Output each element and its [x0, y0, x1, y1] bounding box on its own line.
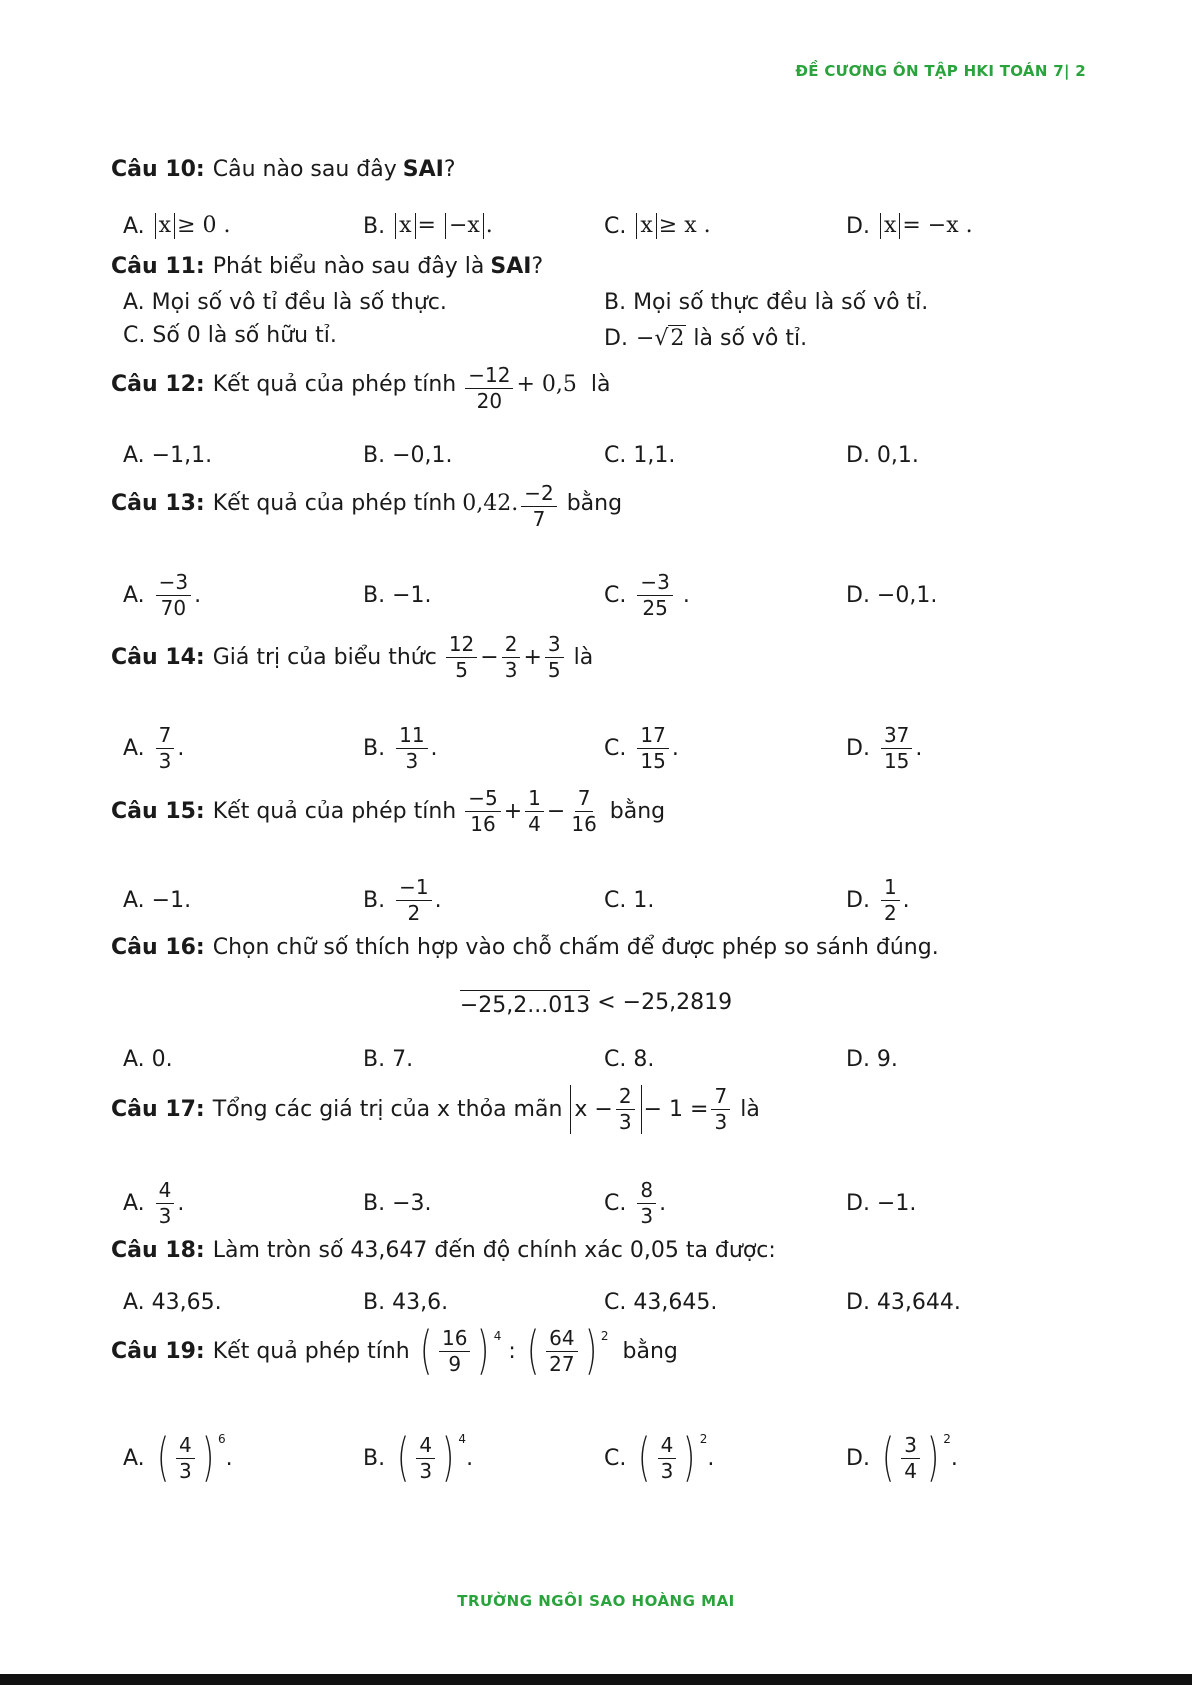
options-14 [0, 718, 1192, 778]
question-text: Làm tròn số 43,647 đến độ chính xác 0,05 ta được: [212, 1238, 776, 1263]
question-15: Câu 15: Kết quả của phép tính $\frac{-5}{16}$ + $\frac{1}{4}$ − $\frac{7}{16}$ bằng [111, 786, 666, 836]
question-label: Câu 18: [111, 1238, 205, 1263]
option-d[interactable]: D. 9. [846, 1046, 898, 1072]
question-text: Kết quả của phép tính [212, 799, 457, 824]
option-a[interactable]: A. −1,1. [123, 442, 213, 468]
option-b[interactable]: B. −3. [363, 1190, 432, 1216]
question-16 [111, 935, 945, 960]
question-label: Câu 11: [111, 254, 205, 279]
question-label: Câu 15: [111, 799, 205, 824]
option-c[interactable]: C. ( $\frac{4}{3}$ ) 2 . [604, 1428, 715, 1488]
option-b[interactable]: B. x = −x . [363, 212, 493, 239]
options-19 [0, 1428, 1192, 1488]
page-footer: TRƯỜNG NGÔI SAO HOÀNG MAI [457, 1592, 735, 1610]
option-b[interactable]: B. −1. [363, 582, 432, 608]
question-label: Câu 12: [111, 372, 205, 397]
question-label: Câu 14: [111, 645, 205, 670]
question-label: Câu 17: [111, 1097, 205, 1122]
option-c[interactable]: C. $\frac{8}{3}$ . [604, 1177, 667, 1228]
comparison-expression: −25,2...013 < −25,2819 [459, 990, 733, 1018]
option-d[interactable]: D. −1. [846, 1190, 917, 1216]
question-label: Câu 19: [111, 1338, 205, 1364]
option-a[interactable]: A. −1. [123, 887, 192, 913]
question-18 [111, 1238, 782, 1263]
question-text: Câu nào sau đây [212, 157, 397, 182]
question-emphasis: SAI [402, 157, 444, 182]
option-b[interactable]: B. $\frac{-1}{2}$ . [363, 874, 442, 925]
option-c[interactable]: C. x ≥ x . [604, 212, 711, 239]
option-b[interactable]: B. −0,1. [363, 442, 453, 468]
option-b[interactable]: B. $\frac{11}{3}$ . [363, 722, 438, 773]
option-c[interactable]: C. 1,1. [604, 442, 676, 468]
option-a[interactable]: A. 0. [123, 1046, 173, 1072]
option-c[interactable]: C. $\frac{-3}{25}$ . [604, 569, 690, 620]
option-b[interactable]: B. Mọi số thực đều là số vô tỉ. [604, 289, 929, 315]
options-15 [0, 870, 1192, 930]
option-c[interactable]: C. 1. [604, 887, 655, 913]
question-text: Kết quả của phép tính [212, 372, 457, 397]
option-b[interactable]: B. ( $\frac{4}{3}$ ) 4 . [363, 1428, 474, 1488]
option-c[interactable]: C. $\frac{17}{15}$ . [604, 722, 679, 773]
question-13: Câu 13: Kết quả của phép tính 0,42. $\frac{-2}{7}$ bằng [111, 481, 623, 531]
options-13 [0, 565, 1192, 625]
option-a[interactable]: A. $\frac{4}{3}$ . [123, 1177, 185, 1228]
question-11: Câu 11: Phát biểu nào sau đây là SAI ? [111, 254, 544, 279]
option-a[interactable]: A. ( $\frac{4}{3}$ ) 6 . [123, 1428, 233, 1488]
question-label: Câu 13: [111, 491, 205, 516]
question-text: Kết quả phép tính [212, 1338, 410, 1364]
options-17 [0, 1173, 1192, 1233]
options-10 [0, 196, 1192, 256]
question-text: Kết quả của phép tính [212, 491, 457, 516]
option-b[interactable]: B. 7. [363, 1046, 414, 1072]
question-text: Tổng các giá trị của x thỏa mãn [212, 1097, 563, 1122]
option-a[interactable]: A. x ≥ 0 . [123, 212, 231, 239]
option-d[interactable]: D. −√2 là số vô tỉ. [604, 325, 808, 351]
option-d[interactable]: D. $\frac{37}{15}$ . [846, 722, 923, 773]
option-d[interactable]: D. −0,1. [846, 582, 938, 608]
option-a[interactable]: A. 43,65. [123, 1289, 222, 1315]
question-17: Câu 17: Tổng các giá trị của x thỏa mãn x − $\frac{2}{3}$ − 1 = $\frac{7}{3}$ là [111, 1084, 760, 1134]
option-a[interactable]: A. $\frac{7}{3}$ . [123, 722, 185, 773]
option-b[interactable]: B. 43,6. [363, 1289, 449, 1315]
question-text: Phát biểu nào sau đây là [212, 254, 485, 279]
option-a[interactable]: A. $\frac{-3}{70}$ . [123, 569, 202, 620]
option-c[interactable]: C. Số 0 là số hữu tỉ. [123, 322, 337, 348]
question-label: Câu 10: [111, 157, 205, 182]
question-10: Câu 10: Câu nào sau đây SAI ? [111, 157, 456, 182]
option-d[interactable]: D. 43,644. [846, 1289, 961, 1315]
question-emphasis: SAI [490, 254, 532, 279]
option-a[interactable]: A. Mọi số vô tỉ đều là số thực. [123, 289, 447, 315]
option-d[interactable]: D. ( $\frac{3}{4}$ ) 2 . [846, 1428, 958, 1488]
question-19: Câu 19: Kết quả phép tính ( $\frac{16}{9}$ ) 4 : ( $\frac{64}{27}$ ) 2 bằng [111, 1321, 678, 1381]
question-text: Chọn chữ số thích hợp vào chỗ chấm để được phép so sánh đúng. [212, 935, 939, 960]
option-c[interactable]: C. 43,645. [604, 1289, 718, 1315]
page-header: ĐỀ CƯƠNG ÔN TẬP HKI TOÁN 7| 2 [795, 62, 1086, 80]
question-14: Câu 14: Giá trị của biểu thức $\frac{12}{5}$ − $\frac{2}{3}$ + $\frac{3}{5}$ là [111, 632, 594, 682]
bottom-border [0, 1674, 1192, 1685]
question-12: Câu 12: Kết quả của phép tính $\frac{-12}{20}$ + 0,5 là [111, 363, 611, 413]
question-text: Giá trị của biểu thức [212, 645, 437, 670]
option-d[interactable]: D. $\frac{1}{2}$ . [846, 874, 910, 925]
option-d[interactable]: D. 0,1. [846, 442, 919, 468]
option-c[interactable]: C. 8. [604, 1046, 655, 1072]
options-16 [0, 1029, 1192, 1089]
question-label: Câu 16: [111, 935, 205, 960]
option-d[interactable]: D. x = −x . [846, 212, 973, 239]
